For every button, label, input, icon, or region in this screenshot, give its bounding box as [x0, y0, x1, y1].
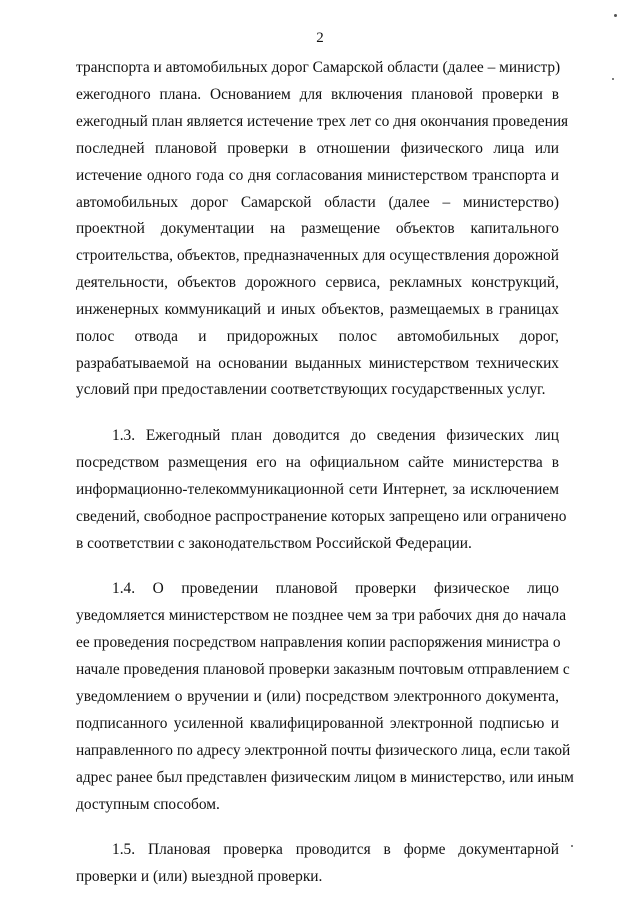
text-line: последней плановой проверки в отношении физического лица или [76, 140, 559, 157]
text-line: условий при предоставлении соответствующих государственных услуг. [76, 381, 546, 398]
text-line: начале проведения плановой проверки заказным почтовым отправлением с [76, 661, 570, 678]
paragraph-1-5-first-line: 1.5. Плановая проверка проводится в форме документарной [112, 841, 559, 858]
text-line: транспорта и автомобильных дорог Самарской области (далее – министр) [76, 59, 561, 76]
text-line: сведений, свободное распространение которых запрещено или ограничено [76, 508, 567, 525]
text-line: посредством размещения его на официальном сайте министерства в [76, 454, 559, 471]
text-line: ежегодный план является истечение трех лет со дня окончания проведения [76, 113, 569, 130]
scan-speck [571, 845, 573, 847]
text-line: автомобильных дорог Самарской области (далее – министерство) [76, 194, 559, 211]
text-line: истечение одного года со дня согласования министерством транспорта и [76, 167, 559, 184]
text-line: проектной документации на размещение объектов капитального [76, 220, 559, 237]
text-line: ее проведения посредством направления копии распоряжения министра о [76, 634, 561, 651]
page-number: 2 [316, 30, 324, 46]
text-line: полос отвода и придорожных полос автомобильных дорог, [76, 328, 559, 345]
paragraph-1-3-first-line: 1.3. Ежегодный план доводится до сведения физических лиц [112, 427, 559, 444]
text-line: уведомляется министерством не позднее чем за три рабочих дня до начала [76, 607, 567, 624]
text-line: адрес ранее был представлен физическим лицом в министерство, или иным [76, 769, 574, 786]
text-line: инженерных коммуникаций и иных объектов, размещаемых в границах [76, 301, 559, 318]
text-line: разрабатываемой на основании выданных министерством технических [76, 355, 559, 372]
scan-speck [614, 14, 617, 17]
text-line: подписанного усиленной квалифицированной электронной подписью и [76, 715, 559, 732]
text-line: в соответствии с законодательством Российской Федерации. [76, 535, 472, 552]
text-line: строительства, объектов, предназначенных для осуществления дорожной [76, 247, 559, 264]
text-line: проверки и (или) выездной проверки. [76, 868, 323, 885]
text-line: уведомлением о вручении и (или) посредством электронного документа, [76, 688, 559, 705]
text-line: информационно-телекоммуникационной сети Интернет, за исключением [76, 481, 559, 498]
text-line: направленного по адресу электронной почты физического лица, если такой [76, 742, 571, 759]
paragraph-1-4-first-line: 1.4. О проведении плановой проверки физическое лицо [112, 580, 559, 597]
text-line: деятельности, объектов дорожного сервиса, рекламных конструкций, [76, 274, 559, 291]
text-line: ежегодного плана. Основанием для включения плановой проверки в [76, 86, 559, 103]
scan-speck [612, 78, 614, 80]
text-line: доступным способом. [76, 796, 220, 813]
